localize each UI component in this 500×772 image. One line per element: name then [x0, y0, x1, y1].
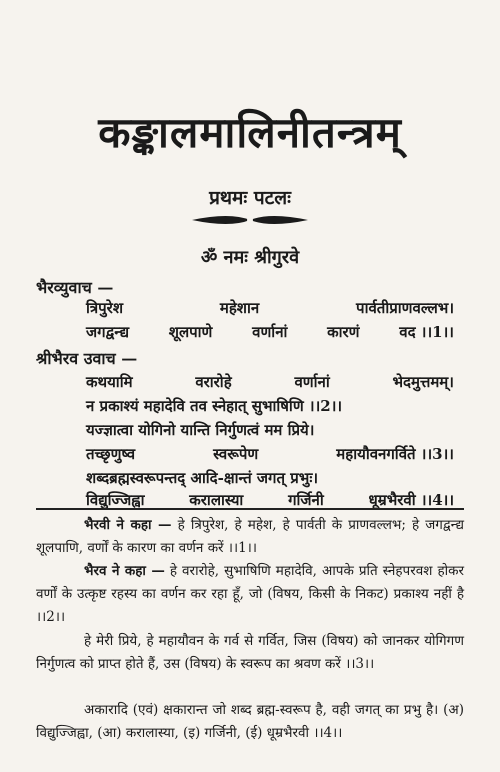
verse-line: न प्रकाश्यं महादेवि तव स्नेहात् सुभाषिणि ।।2।।: [86, 397, 343, 415]
commentary-paragraph: भैरवी ने कहा — हे त्रिपुरेश, हे महेश, हे पार्वती के प्राणवल्लभ; हे जगद्वन्द्य शूलपाणि, वर्णों के कारण का वर्णन करें ।।1।।: [36, 517, 464, 556]
verse-line: त्रिपुरेश महेशान पार्वतीप्राणवल्लभ।: [86, 299, 454, 317]
verse-line: विद्युज्जिह्वा करालास्या गर्जिनी धूम्रभैरवी ।।4।।: [86, 491, 454, 509]
speaker-bhairavi: भैरव्युवाच —: [36, 278, 114, 297]
invocation: ॐ नमः श्रीगुरवे: [200, 247, 300, 268]
commentary-paragraph: अकारादि (एवं) क्षकारान्त जो शब्द ब्रह्म-स्वरूप है, वही जगत् का प्रभु है। (अ) विद्युज्जिह्वा, (आ) करालास्या, (इ) गर्जिनी, (ई) धूम्रभैरवी ।।4।।: [36, 702, 464, 741]
commentary-speaker-label: भैरव ने कहा —: [84, 563, 165, 579]
ornament-divider-icon: [190, 210, 310, 230]
verse-line: तच्छृणुष्व स्वरूपेण महायौवनगर्विते ।।3।।: [86, 445, 454, 463]
commentary-paragraph: भैरव ने कहा — हे वरारोहे, सुभाषिणि महादेवि, आपके प्रति स्नेहपरवश होकर वर्णों के उत्कृष्ट रहस्य का वर्णन कर रहा हूँ, जो (विषय, किसी के निकट) प्रकाश्य नहीं है ।।2।।: [36, 563, 464, 625]
verse-line: जगद्वन्द्य शूलपाणे वर्णानां कारणं वद ।।1।।: [86, 323, 454, 341]
chapter-heading: प्रथमः पटलः: [209, 187, 291, 209]
speaker-bhairava: श्रीभैरव उवाच —: [36, 349, 138, 368]
commentary-paragraph: हे मेरी प्रिये, हे महायौवन के गर्व से गर्वित, जिस (विषय) को जानकर योगिगण निर्गुणत्व को प्राप्त होते हैं, उस (विषय) के स्वरूप का श्रवण करें ।।3।।: [36, 633, 464, 672]
verse-line: शब्दब्रह्मस्वरूपन्तद् आदि-क्षान्तं जगत् प्रभुः।: [86, 469, 319, 487]
verse-line: यज्ज्ञात्वा योगिनो यान्ति निर्गुणत्वं मम प्रिये।: [86, 421, 315, 439]
section-divider: [36, 508, 464, 510]
commentary-speaker-label: भैरवी ने कहा —: [84, 517, 172, 533]
verse-line: कथयामि वरारोहे वर्णानां भेदमुत्तमम्।: [86, 373, 454, 391]
page-title: कङ्कालमालिनीतन्त्रम्: [98, 108, 402, 157]
